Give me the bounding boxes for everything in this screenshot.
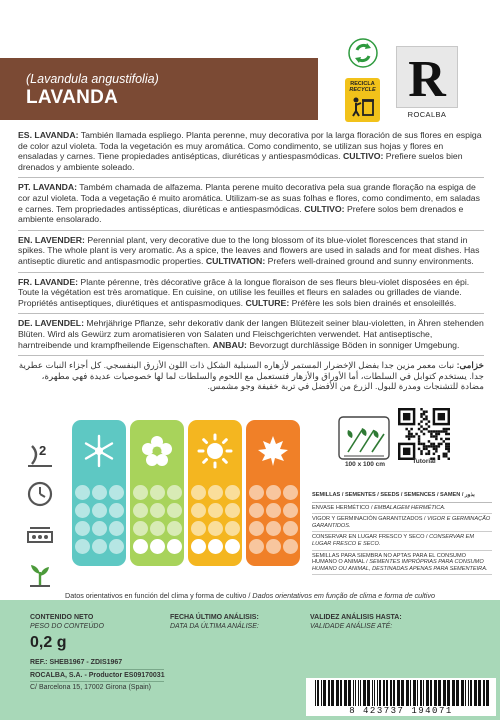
month-dot [167,503,182,518]
recycle-bin-icon [350,95,376,117]
description-es: ES. LAVANDA: También llamada espliego. Planta perenne, muy decorativa por la larga floración de sus flores en espiga de color azul violeta. Toda la vegetación es muy aromática. Como condimento, se utilizan sus hojas y flores en ensaladas y carnes. Tiene propiedades antisépticas, diuréticas y antiespasmódicas. CULTIVO: Prefiere suelos bien drenados y ambiente soleado. [18,126,484,178]
germination-icon [26,480,54,508]
recycle-badge [345,78,380,122]
month-dot [225,521,240,536]
barcode-number: 8 423737 194071 [349,706,453,716]
month-dot [266,539,281,554]
seeds-row: ENVASE HERMÉTICO / EMBALAGEM HERMÉTICA. [312,503,492,515]
month-dot [75,503,90,518]
season-month-dots [130,482,184,554]
month-dot [191,521,206,536]
logo-mark [396,46,458,108]
seeds-info [312,492,492,575]
company-name: ROCALBA, S.A. - Productor ES09170031 [30,671,165,679]
month-dot [133,485,148,500]
month-dot [109,539,124,554]
company-address: C/ Barcelona 15, 17002 Girona (Spain) [30,684,152,691]
month-dot [225,503,240,518]
month-dot [249,485,264,500]
sow-depth-icon [26,440,54,468]
month-dot [92,485,107,500]
sprout-icon [26,560,54,588]
seeds-row: SEMILLAS PARA SIEMBRA NO APTAS PARA EL CONSUMO HUMANO O ANIMAL / SEMENTES IMPRÓPRIAS PARA CONSUMO HUMANO OU ANIMAL, DESTINADAS APENAS PARA SEMENTEIRA. [312,551,492,576]
footnote: Datos orientativos en función del clima y forma de cultivo / Dados orientativos em função de clima e forma de cultivo [65,591,435,600]
month-dot [208,485,223,500]
season-winter [72,420,126,566]
season-month-dots [188,482,242,554]
flower-icon [130,420,184,482]
month-dot [92,539,107,554]
month-dot [249,521,264,536]
description-fr: FR. LAVANDE: Plante pérenne, très décorative grâce à la longue floraison de ses fleurs bleu-violet disposées en épi. Toute la végétation est très aromatique. En cuisine, on utilise les feuilles et fleurs en salades ou grillades de viande. Propriétés antiseptiques, diurétiques et antispasmodiques. CULTURE: Préfère les sols bien drainés et ensoleillés. [18,273,484,315]
month-dot [75,539,90,554]
season-spring [130,420,184,566]
month-dot [283,485,298,500]
reference-code: REF.: SHEB1967 - ZDIS1967 [30,659,123,666]
logo-letter: R [408,52,446,102]
tutorial-label: Tutorial [412,458,436,465]
month-dot [109,503,124,518]
side-icons [26,440,60,600]
month-dot [283,503,298,518]
month-dot [133,539,148,554]
month-dot [92,503,107,518]
net-weight: 0,2 g [30,634,67,651]
snowflake-icon [72,420,126,482]
season-month-dots [72,482,126,554]
month-dot [225,485,240,500]
month-dot [266,521,281,536]
plant-spacing-icon [338,416,390,460]
month-dot [208,503,223,518]
season-autumn [246,420,300,566]
recycle-label-en: RECYCLE [349,87,376,93]
description-de: DE. LAVENDEL: Mehrjährige Pflanze, sehr dekorativ dank der langen Blütezeit seiner blau-violetten, in Ähren stehenden Blüten. Wird als Gewürz zum aromatisieren von Salaten und Fleischgerichten verwendet. Hat antiseptische, harntreibende und krampfheilende Eigenschaften. ANBAU: Bevorzugt durchlässige Böden in sonniger Umgebung. [18,314,484,356]
month-dot [150,503,165,518]
validity-label: VALIDEZ ANÁLISIS HASTA: VALIDADE ANÁLISE ATÉ: [310,614,402,630]
month-dot [249,539,264,554]
description-ar: خزامى: نبات معمر مزين جدا بفضل الإخضرار المستمر لأزهاره السنبلية الشكل ذات اللون الأزرق البنفسجي. كل أجزاء النبات عطرية جدا. يستخدم كتوابل في السلطات، أما الأوراق والأزهار فتستعمل مع اللحوم والسلطات لما لها خصوصيات عديدة فهي مطهرة، مضادة للتشنجات ومدرة للبول. الزرع من الأفضل في تربة خفيفة وجو مشمس. [18,360,484,392]
month-dot [191,503,206,518]
month-dot [283,521,298,536]
recycle-label: RECICLA [350,81,375,87]
producer-info [30,658,165,693]
last-analysis-label: FECHA ÚLTIMO ANÁLISIS: DATA DA ÚLTIMA ANÁLISE: [170,614,259,630]
month-dot [167,521,182,536]
seeds-header: SEMILLAS / SEMENTES / SEEDS / SEMENCES / SAMEN / بذور [312,492,492,503]
month-dot [133,521,148,536]
svg-text:2: 2 [39,443,47,458]
month-dot [150,521,165,536]
bottom-info-band [0,600,500,720]
plant-spacing-label: 100 x 100 cm [344,461,386,468]
net-weight-label: CONTENIDO NETO PESO DO CONTEÚDO [30,614,104,630]
month-dot [191,485,206,500]
description-en: EN. LAVENDER: Perennial plant, very decorative due to the long blossom of its blue-violet florescences that stand in spikes. The whole plant is very aromatic. As a spice, the leaves and flowers are used in salads and for meat dishes. Has antiseptic diuretic and antispasmodic properties. CULTIVATION: Prefers well-drained ground and sunny environments. [18,231,484,273]
brand-name: ROCALBA [407,110,447,119]
month-dot [75,521,90,536]
month-dot [75,485,90,500]
month-dot [150,539,165,554]
title-banner [0,58,318,120]
season-summer [188,420,242,566]
season-month-dots [246,482,300,554]
common-name: LAVANDA [26,87,119,108]
month-dot [167,539,182,554]
month-dot [225,539,240,554]
latin-name: (Lavandula angustifolia) [26,72,159,86]
sun-icon [188,420,242,482]
barcode-bars [311,680,491,706]
month-dot [92,521,107,536]
month-dot [208,521,223,536]
rocalba-logo [394,46,460,121]
month-dot [283,539,298,554]
month-dot [191,539,206,554]
description-block [18,126,484,395]
seeds-row: CONSERVAR EN LUGAR FRESCO Y SECO / CONSERVAR EM LUGAR FRESCO E SECO. [312,532,492,550]
month-dot [133,503,148,518]
month-dot [150,485,165,500]
green-dot-icon [348,38,378,68]
month-dot [249,503,264,518]
month-dot [167,485,182,500]
qr-code-icon[interactable] [398,408,450,460]
barcode [306,678,496,716]
leaf-icon [246,420,300,482]
seed-tray-icon [26,520,54,548]
month-dot [266,485,281,500]
month-dot [109,485,124,500]
month-dot [208,539,223,554]
description-pt: PT. LAVANDA: Também chamada de alfazema. Planta perene muito decorativa pela sua grande floração na espiga de cor azul violeta. Toda a vegetação é muito aromática. Utilizam-se as suas folhas e flores, como condimento, em saladas e carnes. Tem propriedades antissépticas, diuréticas e antiespasmódicas. CULTIVO: Prefere solos bem drenados e ambiente ensolarado. [18,178,484,230]
month-dot [109,521,124,536]
seeds-row: VIGOR Y GERMINACIÓN GARANTIZADOS / VIGOR E GERMINAÇÃO GARANTIDOS. [312,514,492,532]
month-dot [266,503,281,518]
